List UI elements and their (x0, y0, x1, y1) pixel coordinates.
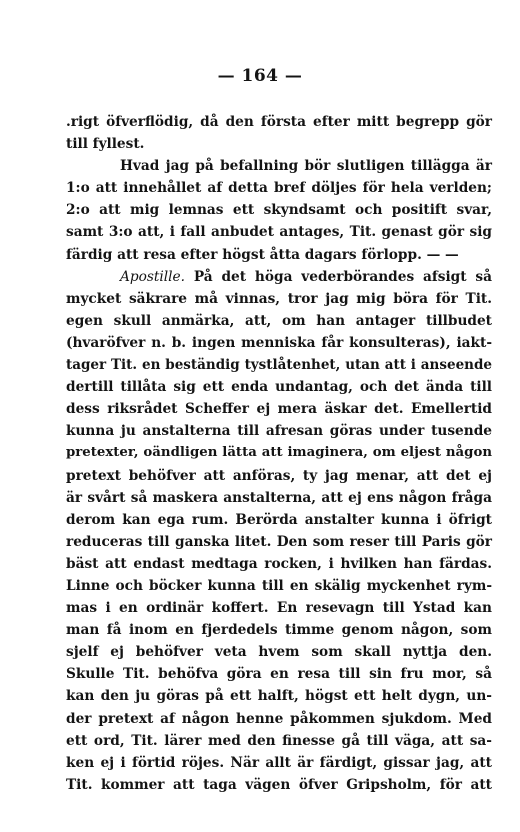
apostille-line (66, 266, 492, 288)
body-text (66, 111, 492, 796)
text-line: ett ord, Tit. lärer med den finesse gå till väga, att sa- (66, 732, 492, 749)
apostille-label: Apostille. (120, 268, 185, 285)
text-line: pretext behöfver att anföras, ty jag menar, att det ej (66, 467, 492, 484)
text-line: mycket säkrare må vinnas, tror jag mig böra för Tit. (66, 290, 492, 307)
text-line: tager Tit. en beständig tystlåtenhet, utan att i anseende (66, 357, 492, 374)
text-line: (hvaröfver n. b. ingen menniska får konsulteras), iakt- (66, 334, 492, 351)
text-line: derom kan ega rum. Berörda anstalter kunna i öfrigt (66, 511, 492, 528)
text-line: .rigt öfverflödig, då den första efter mitt begrepp gör (66, 114, 492, 130)
page-number: — 164 — (217, 66, 303, 86)
text-line: är svårt så maskera anstalterna, att ej ens någon fråga (66, 489, 492, 506)
text-line: dess riksrådet Scheffer ej mera äskar det. Emellertid (66, 401, 492, 418)
text-line: bäst att endast medtaga rocken, i hvilken han färdas. (66, 555, 492, 572)
text-line: Tit. kommer att taga vägen öfver Gripsholm, för att (66, 776, 492, 793)
text-line: kan den ju göras på ett halft, högst ett helt dygn, un- (66, 688, 492, 705)
apostille-text: På det höga vederbörandes afsigt så (185, 268, 492, 285)
text-line: ken ej i förtid röjes. När allt är färdigt, gissar jag, att (66, 754, 492, 771)
text-line: mas i en ordinär koffert. En resevagn till Ystad kan (66, 600, 492, 617)
text-line: man få inom en fjerdedels timme genom någon, som (66, 622, 492, 639)
text-line: sjelf ej behöfver veta hvem som skall nyttja den. (66, 644, 492, 661)
text-line: till fyllest. (66, 136, 145, 153)
text-line: färdig att resa efter högst åtta dagars förlopp. — — (66, 246, 459, 263)
text-line: 2:o att mig lemnas ett skyndsamt och positift svar, (66, 202, 492, 219)
text-line: kunna ju anstalterna till afresan göras under tusende (66, 423, 492, 440)
text-line: Skulle Tit. behöfva göra en resa till sin fru mor, så (66, 666, 492, 683)
text-line: pretexter, oändligen lätta att imaginera, om eljest någon (66, 445, 492, 461)
text-line: dertill tillåta sig ett enda undantag, och det ända till (66, 379, 492, 396)
text-line: samt 3:o att, i fall anbudet antages, Tit. genast gör sig (66, 224, 492, 241)
text-line: Linne och böcker kunna till en skälig myckenhet rym- (66, 577, 492, 594)
text-line: 1:o att innehållet af detta bref döljes för hela verlden; (66, 180, 492, 197)
text-line: reduceras till ganska litet. Den som reser till Paris gör (66, 533, 492, 550)
text-line: Hvad jag på befallning bör slutligen tillägga är (120, 158, 492, 175)
text-line: der pretext af någon henne påkommen sjukdom. Med (66, 710, 492, 727)
text-line: egen skull anmärka, att, om han antager tillbudet (66, 312, 492, 329)
